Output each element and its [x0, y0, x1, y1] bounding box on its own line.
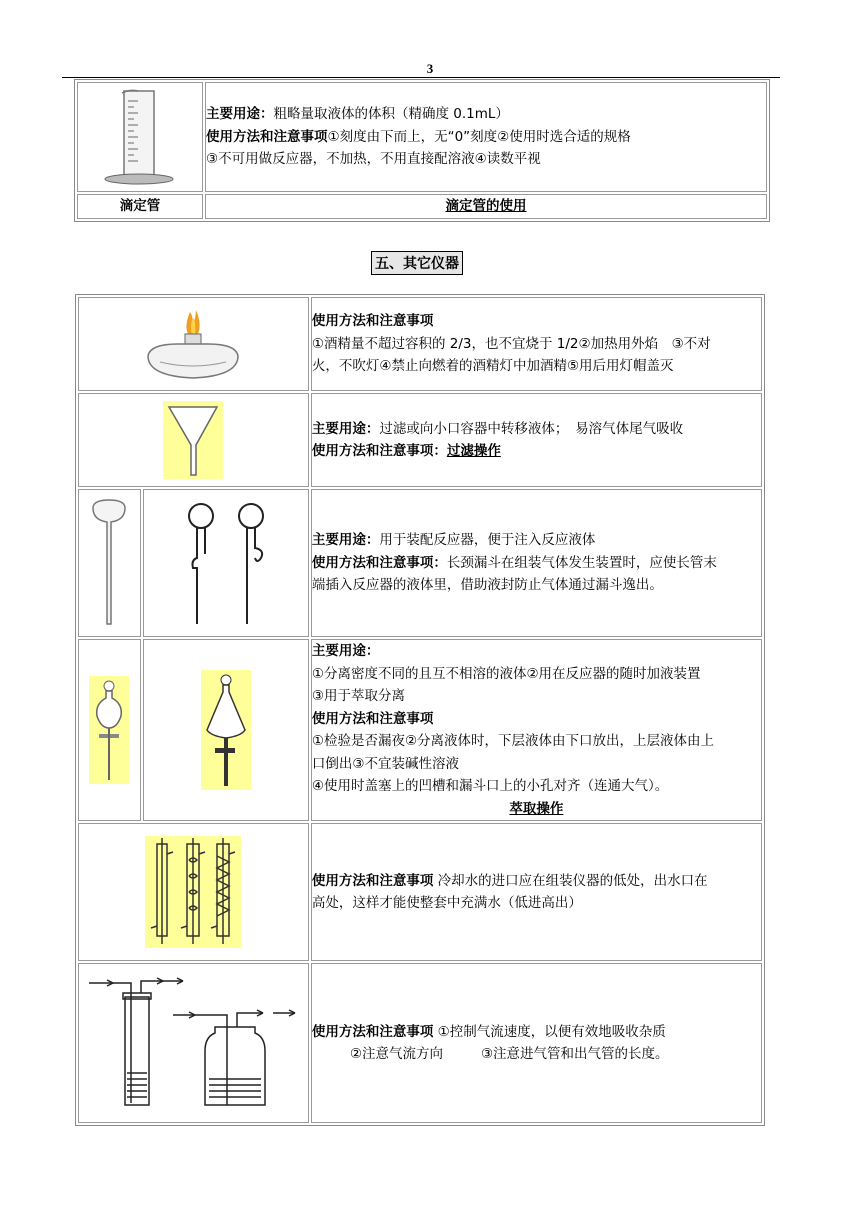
method-label: 使用方法和注意事项 — [311, 710, 434, 727]
burette-usage-link[interactable]: 滴定管的使用 — [445, 198, 527, 214]
usage-text: ③用于萃取分离 — [311, 688, 405, 704]
method-text: ③不可用做反应器，不加热，不用直接配溶液④读数平视 — [206, 151, 541, 168]
method-text: ②注意气流方向 — [349, 1046, 443, 1062]
burette-link-cell — [205, 194, 767, 219]
usage-label: 主要用途： — [311, 420, 380, 437]
filtration-link[interactable]: 过滤操作 — [446, 443, 501, 459]
pear-funnel-image-cell — [78, 639, 141, 821]
usage-text: 粗略量取液体的体积（精确度 0.1mL） — [273, 106, 509, 123]
method-text: 口倒出③不宜装碱性溶液 — [311, 755, 459, 772]
section-heading: 五、其它仪器 — [371, 251, 463, 275]
page-number: 3 — [426, 61, 434, 76]
condenser-icon — [145, 836, 241, 948]
lamp-image-cell — [78, 297, 309, 391]
extraction-link[interactable]: 萃取操作 — [509, 800, 564, 817]
method-label: 使用方法和注意事项 — [206, 128, 328, 145]
method-label: 使用方法和注意事项： — [311, 443, 447, 459]
wash-bottle-description — [311, 963, 762, 1123]
thistle-funnel-icon — [171, 498, 281, 628]
cylinder-image-cell — [77, 82, 203, 192]
separatory-description — [311, 639, 762, 821]
other-instruments-table — [75, 294, 765, 1126]
condenser-description — [311, 823, 762, 961]
conical-funnel-image-cell — [143, 639, 309, 821]
long-funnel-image-cell — [78, 489, 141, 637]
usage-label: 主要用途： — [206, 106, 274, 123]
method-text: 火，不吹灯④禁止向燃着的酒精灯中加酒精⑤用后用灯帽盖灭 — [311, 358, 674, 375]
gas-wash-bottle-icon — [83, 973, 303, 1113]
method-text: 端插入反应器的液体里，借助液封防止气体通过漏斗逸出。 — [311, 577, 663, 594]
measuring-table — [74, 79, 770, 222]
method-label: 使用方法和注意事项 — [311, 313, 434, 330]
funnel-image-cell — [78, 393, 309, 487]
usage-label: 主要用途： — [311, 532, 380, 549]
long-funnel-description — [311, 489, 762, 637]
header-rule — [62, 77, 780, 78]
long-neck-funnel-icon — [89, 498, 129, 628]
method-text: ③注意进气管和出气管的长度。 — [480, 1046, 669, 1062]
method-text: ①刻度由下而上，无“0”刻度②使用时选合适的规格 — [327, 128, 631, 145]
method-label: 使用方法和注意事项 — [311, 1023, 434, 1040]
usage-text: ①分离密度不同的且互不相溶的液体②用在反应器的随时加液装置 — [311, 665, 701, 682]
usage-text: 过滤或向小口容器中转移液体； 易溶气体尾气吸收 — [379, 420, 684, 437]
method-text: 高处，这样才能使整套中充满水（低进高出） — [311, 895, 582, 911]
pear-separatory-funnel-icon — [89, 676, 129, 784]
method-label: 使用方法和注意事项： — [311, 554, 447, 571]
method-text: ①控制气流速度，以便有效地吸收杂质 — [437, 1023, 666, 1040]
funnel-description — [311, 393, 762, 487]
funnel-icon — [163, 401, 223, 479]
usage-label: 主要用途： — [311, 643, 380, 659]
wash-bottle-image-cell — [78, 963, 309, 1123]
cylinder-description — [205, 82, 767, 192]
method-text: 冷却水的进口应在组装仪器的低处，出水口在 — [437, 872, 708, 889]
usage-text: 用于装配反应器，便于注入反应液体 — [379, 532, 596, 549]
burette-name-cell: 滴定管 — [77, 194, 203, 219]
condenser-image-cell — [78, 823, 309, 961]
alcohol-lamp-icon — [138, 304, 248, 384]
method-text: ①酒精量不超过容积的 2/3，也不宜烧于 1/2②加热用外焰 ③不对 — [311, 335, 711, 352]
method-text: 长颈漏斗在组装气体发生装置时，应使长管末 — [446, 554, 717, 571]
method-label: 使用方法和注意事项 — [311, 872, 434, 889]
method-text: ④使用时盖塞上的凹槽和漏斗口上的小孔对齐（连通大气）。 — [311, 778, 669, 794]
lamp-description — [311, 297, 762, 391]
graduated-cylinder-icon — [100, 87, 180, 187]
thistle-funnel-image-cell — [143, 489, 309, 637]
method-text: ①检验是否漏夜②分离液体时，下层液体由下口放出，上层液体由上 — [311, 733, 715, 749]
conical-separatory-funnel-icon — [201, 670, 251, 790]
